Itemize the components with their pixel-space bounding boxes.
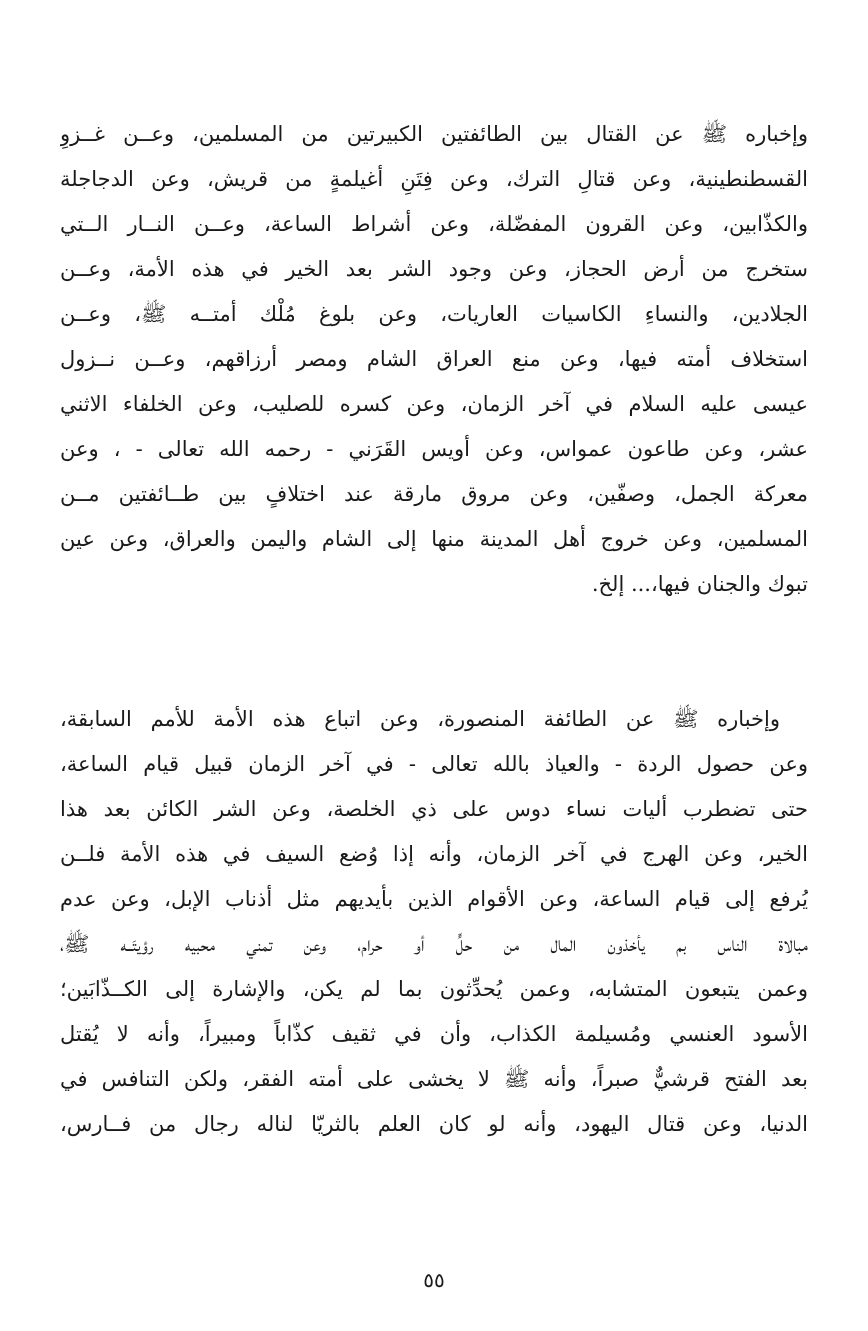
text-line: يُرفع إلى قيام الساعة، وعن الأقوام الذين بأيديهم مثل أذناب الإبل، وعن عدم [60, 887, 808, 911]
text-line: مبالاة الناس بم يأخذون المال من حلٍّ أو حرام، وعن تمني محبيه رؤيتَــه ﷺ، [60, 932, 808, 956]
text-line: عيسى عليه السلام في آخر الزمان، وعن كسره للصليب، وعن الخلفاء الاثني [60, 392, 808, 416]
text-line: ستخرج من أرض الحجاز، وعن وجود الشر بعد الخير في هذه الأمة، وعــن [60, 257, 808, 281]
text-line: وعمن يتبعون المتشابه، وعمن يُحدِّثون بما لم يكن، والإشارة إلى الكــذّابَين؛ [60, 977, 808, 1001]
text-line: حتى تضطرب أليات نساء دوس على ذي الخلصة، وعن الشر الكائن بعد هذا [60, 797, 808, 821]
text-line: بعد الفتح قرشيٌّ صبراً، وأنه ﷺ لا يخشى على أمته الفقر، ولكن التنافس في [60, 1067, 808, 1091]
text-line: والكذّابين، وعن القرون المفضّلة، وعن أشراط الساعة، وعــن النــار الــتي [60, 212, 808, 236]
text-line: وعن حصول الردة - والعياذ بالله تعالى - في آخر الزمان قبيل قيام الساعة، [60, 752, 808, 776]
text-line: الجلادين، والنساءِ الكاسيات العاريات، وعن بلوغ مُلْك أمتــه ﷺ، وعــن [60, 302, 808, 326]
text-line: وإخباره ﷺ عن القتال بين الطائفتين الكبيرتين من المسلمين، وعــن غــزوِ [60, 122, 808, 146]
text-line: القسطنطينية، وعن قتالِ الترك، وعن فِتَنِ أغيلمةٍ من قريش، وعن الدجاجلة [60, 167, 808, 191]
text-line: استخلاف أمته فيها، وعن منع العراق الشام ومصر أرزاقهم، وعــن نــزول [60, 347, 808, 371]
text-line: عشر، وعن طاعون عمواس، وعن أويس القَرَني - رحمه الله تعالى - ، وعن [60, 437, 808, 461]
text-line: الأسود العنسي ومُسيلمة الكذاب، وأن في ثقيف كذّاباً ومبيراً، وأنه لا يُقتل [60, 1022, 808, 1046]
text-line: وإخباره ﷺ عن الطائفة المنصورة، وعن اتباع هذه الأمة للأمم السابقة، [60, 707, 780, 731]
paragraph-prophecies [60, 112, 808, 607]
text-line: معركة الجمل، وصفّين، وعن مروق مارقة عند اختلافٍ بين طــائفتين مــن [60, 482, 808, 506]
text-line: الدنيا، وعن قتال اليهود، وأنه لو كان العلم بالثريّا لناله رجال من فــارس، [60, 1112, 808, 1136]
text-line: الخير، وعن الهرج في آخر الزمان، وأنه إذا وُضع السيف في هذه الأمة فلــن [60, 842, 808, 866]
page-number: ٥٥ [423, 1268, 445, 1292]
text-line: المسلمين، وعن خروج أهل المدينة منها إلى الشام واليمن والعراق، وعن عين [60, 527, 808, 551]
text-line: تبوك والجنان فيها،... إلخ. [591, 572, 808, 596]
paragraph-victorious-group [60, 697, 808, 1147]
